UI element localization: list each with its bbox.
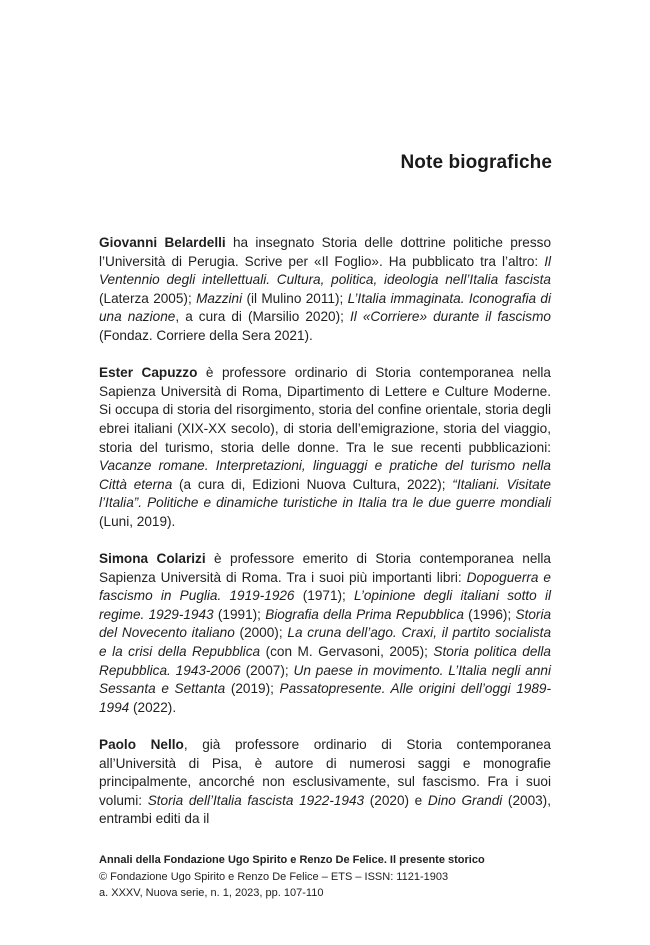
biography-list [99,234,551,848]
work-title: Un paese in movimento. L’Italia negli anni Sessanta e Settanta [99,662,551,697]
footer-journal: Annali della Fondazione Ugo Spirito e Renzo De Felice. Il presente storico [99,854,485,866]
work-title: Vacanze romane. Interpretazioni, linguaggi e pratiche del turismo nella Città eterna [99,458,551,492]
work-title: Storia del Novecento italiano [99,606,552,641]
bio-text: (2022). [129,699,177,715]
author-name: Ester Capuzzo [99,365,198,381]
bio-text: è professore emerito di Storia contemporanea nella Sapienza Università di Roma. Tra i suoi più importanti libri: [99,551,551,585]
bio-text: (con M. Gervasoni, 2005); [260,644,434,660]
bio-text: (1971); [294,588,355,604]
bio-text: (1991); [213,606,266,622]
work-title: Mazzini [196,290,243,306]
bio-text: (2019); [225,681,280,697]
footer-copyright: © Fondazione Ugo Spirito e Renzo De Felice – ETS – ISSN: 1121-1903 [99,870,449,883]
work-title: Dopoguerra e fascismo in Puglia. 1919-1926 [99,569,551,604]
work-title: Biografia della Prima Repubblica [265,606,464,622]
work-title: Passatopresente. Alle origini dell’oggi 1989-1994 [99,681,552,715]
work-title: Il «Corriere» durante il fascismo [349,309,551,325]
page-title: Note biografiche [400,152,552,173]
bio-text: , già professore ordinario di Storia contemporanea all’Università di Pisa, è autore di numerosi saggi e monografie principalmente, ancorché non esclusivamente, sul fascismo. Fra i suoi volumi: [99,737,551,808]
work-title: La cruna dell’ago. Craxi, il partito socialista e la crisi della Repubblica [99,625,552,660]
bio-text: (Laterza 2005); [99,290,197,306]
work-title: Dino Grandi [427,792,503,808]
biography-entry [99,550,551,717]
bio-text: è professore ordinario di Storia contemporanea nella Sapienza Università di Roma, Dipartimento di Lettere e Culture Moderne. Si occupa di storia del risorgimento, storia del confine orientale, storia degli ebrei italiani (XIX-XX secolo), di storia dell’emigrazione, storia del viaggio, storia del turismo, storia delle donne. Tra le sue recenti pubblicazioni: [99,365,551,455]
work-title: L’Italia immaginata. Iconografia di una nazione [99,290,551,325]
biography-entry [99,736,551,829]
bio-text: (2007); [240,662,294,678]
work-title: “Italiani. Visitate l’Italia”. Politiche e dinamiche turistiche in Italia tra le due guerre mondiali [99,476,551,511]
author-name: Paolo Nello [99,737,184,753]
work-title: Storia dell’Italia fascista 1922-1943 [147,792,365,808]
bio-text: (2020) e [364,792,428,808]
work-title: Storia politica della Repubblica. 1943-2006 [99,644,551,678]
bio-text: (Luni, 2019). [99,513,176,529]
footer-issue: a. XXXV, Nuova serie, n. 1, 2023, pp. 107-110 [99,887,324,899]
bio-text: (Fondaz. Corriere della Sera 2021). [99,327,313,343]
author-name: Giovanni Belardelli [99,235,226,250]
bio-text: (a cura di, Edizioni Nuova Cultura, 2022); [172,476,453,492]
bio-text: (2003), entrambi editi da il [99,792,551,827]
page-footer [99,852,551,902]
bio-text: (il Mulino 2011); [242,290,348,306]
bio-text: (1996); [463,606,516,622]
bio-text: , a cura di (Marsilio 2020); [175,309,350,325]
biography-entry [99,364,551,531]
work-title: Il Ventennio degli intellettuali. Cultura, politica, ideologia nell’Italia fascista [99,253,551,288]
bio-text: (2000); [234,625,288,641]
author-name: Simona Colarizi [99,551,206,567]
bio-text: ha insegnato Storia delle dottrine politiche presso l’Università di Perugia. Scrive per «Il Foglio». Ha pubblicato tra l’altro: [99,235,551,269]
work-title: L’opinione degli italiani sotto il regime. 1929-1943 [99,588,551,622]
biography-entry [99,234,551,346]
